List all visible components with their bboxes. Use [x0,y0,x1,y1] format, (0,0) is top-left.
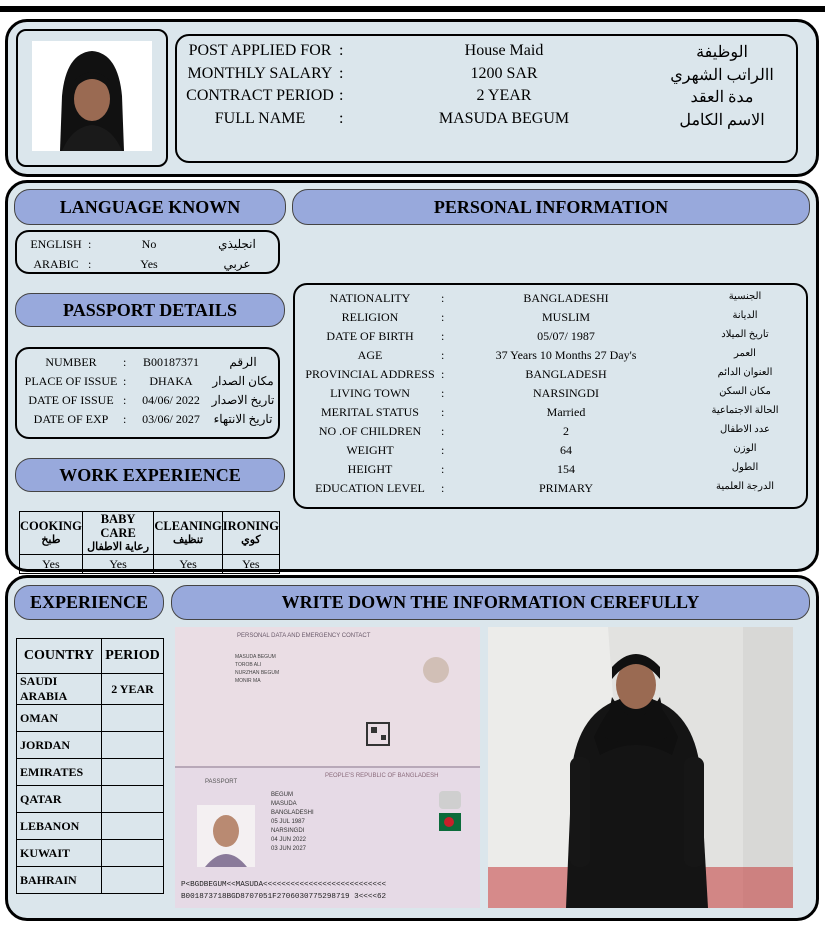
experience-row [17,732,164,759]
personal-value-7: 2 [563,424,569,438]
personal-label-5: LIVING TOWN [330,386,410,400]
experience-table [16,638,164,894]
language-arabic-1: عربي [223,257,251,271]
scan-name-line-3: MONIR MA [235,678,261,684]
experience-country-0: SAUDI ARABIA [17,674,102,705]
experience-period-6 [102,840,164,867]
woman-full-photo-icon [488,627,793,908]
portrait-frame [16,29,168,167]
personal-value-2: 05/07/ 1987 [537,329,595,343]
personal-label-0: NATIONALITY [329,291,411,305]
personal-colon-7: : [441,424,445,438]
personal-label-8: WEIGHT [346,443,394,457]
personal-value-9: 154 [557,462,575,476]
personal-arabic-9: الطول [731,462,759,473]
personal-label-3: AGE [357,348,383,362]
work-head-en-3: IRONING [222,519,279,533]
personal-title: PERSONAL INFORMATION [292,189,810,225]
personal-arabic-4: العنوان الدائم [717,367,773,378]
header-arabic-3: الاسم الكامل [679,111,765,129]
personal-label-9: HEIGHT [347,462,393,476]
personal-arabic-2: تاريخ الميلاد [721,329,769,340]
passport-colon-1: : [123,374,127,388]
passport-colon-0: : [123,355,127,369]
personal-value-10: PRIMARY [538,481,594,495]
scan-lower-heading: PEOPLE'S REPUBLIC OF BANGLADESH [325,773,439,779]
experience-period-3 [102,759,164,786]
experience-country-1: OMAN [17,705,102,732]
personal-colon-0: : [441,291,445,305]
personal-colon-4: : [441,367,445,381]
passport-label-3: DATE OF EXP [33,412,109,426]
passport-arabic-0: الرقم [229,355,257,369]
work-table [19,511,280,574]
work-title: WORK EXPERIENCE [15,458,285,492]
header-value-0: House Maid [464,42,544,59]
header-label-3: FULL NAME [214,109,306,127]
passport-arabic-1: مكان الصدار [212,374,274,388]
personal-arabic-8: الوزن [733,443,757,454]
experience-country-2: JORDAN [17,732,102,759]
language-title: LANGUAGE KNOWN [14,189,286,225]
passport-value-3: 03/06/ 2027 [142,412,200,426]
personal-arabic-7: عدد الاطفال [720,424,770,435]
personal-label-7: NO .OF CHILDREN [318,424,422,438]
personal-colon-3: : [441,348,445,362]
experience-row [17,813,164,840]
passport-title: PASSPORT DETAILS [15,293,285,327]
scan-bio-line-5: 04 JUN 2022 [271,837,307,843]
work-head-ar-1: رعاية الاطفال [87,541,150,553]
scan-name-line-1: TOROB ALI [235,662,262,668]
personal-arabic-1: الديانة [732,310,758,321]
header-value-1: 1200 SAR [470,64,538,82]
personal-value-3: 37 Years 10 Months 27 Day's [495,348,637,362]
experience-country-3: EMIRATES [17,759,102,786]
language-label-0: ENGLISH [30,237,82,251]
scan-mrz-1: P<BGDBEGUM<<MASUDA<<<<<<<<<<<<<<<<<<<<<<<<<<< [181,881,387,889]
personal-label-6: MERITAL STATUS [321,405,419,419]
header-arabic-0: الوظيفة [696,44,748,61]
personal-colon-10: : [441,481,445,495]
experience-row [17,705,164,732]
experience-row [17,840,164,867]
personal-value-6: Married [546,405,586,419]
scan-bio-line-6: 03 JUN 2027 [271,846,307,852]
work-value-2: Yes [154,555,222,574]
personal-arabic-10: الدرجة العلمية [715,481,775,492]
passport-value-2: 04/06/ 2022 [142,393,200,407]
personal-value-1: MUSLIM [541,310,590,324]
passport-scan-icon [175,627,480,908]
experience-title: EXPERIENCE [14,585,164,620]
experience-period-1 [102,705,164,732]
work-head-en-1: BABY CARE [100,512,136,540]
experience-period-5 [102,813,164,840]
passport-colon-2: : [123,393,127,407]
personal-label-2: DATE OF BIRTH [326,329,414,343]
work-head-en-2: CLEANING [154,519,222,533]
passport-scan [175,627,480,908]
experience-country-5: LEBANON [17,813,102,840]
personal-arabic-6: الحالة الاجتماعية [711,405,779,416]
work-head-1 [82,512,154,555]
work-head-0 [20,512,83,555]
scan-bio-line-2: BANGLADESHI [271,810,314,816]
experience-country-4: QATAR [17,786,102,813]
work-value-3: Yes [222,555,279,574]
personal-colon-1: : [441,310,445,324]
scan-name-line-2: NURZHAN BEGUM [235,670,280,676]
experience-country-7: BAHRAIN [17,867,102,894]
personal-arabic-5: مكان السكن [719,386,771,397]
work-head-ar-3: كوي [241,534,261,546]
personal-label-4: PROVINCIAL ADDRESS [305,367,435,381]
header-arabic-1: االراتب الشهري [670,66,774,84]
header-colon-1: : [339,64,344,82]
work-head-ar-2: تنظيف [172,534,204,546]
personal-arabic-3: العمر [734,348,756,359]
work-value-0: Yes [20,555,83,574]
personal-colon-5: : [441,386,445,400]
language-colon-1: : [88,257,92,271]
experience-row [17,786,164,813]
personal-label-1: RELIGION [341,310,399,324]
scan-bio-line-0: BEGUM [271,792,294,798]
work-value-1: Yes [82,555,154,574]
language-value-1: Yes [140,257,158,271]
scan-bio-line-1: MASUDA [271,801,297,807]
scan-bio-line-4: NARSINGDI [271,828,305,834]
passport-value-0: B00187371 [142,355,199,369]
personal-arabic-0: الجنسية [728,291,762,302]
passport-arabic-3: تاريخ الانتهاء [213,412,273,426]
period-header: PERIOD [102,639,164,674]
header-value-3: MASUDA BEGUM [438,109,570,127]
work-head-3 [222,512,279,555]
scan-upper-heading: PERSONAL DATA AND EMERGENCY CONTACT [237,633,371,639]
personal-colon-6: : [441,405,445,419]
language-label-1: ARABIC [33,257,79,271]
header-colon-2: : [339,87,344,104]
work-head-ar-0: طبخ [41,534,61,546]
experience-period-2 [102,732,164,759]
language-value-0: No [141,237,157,251]
scan-name-line-0: MASUDA BEGUM [235,654,276,660]
scan-mrz-2: B001873718BGD8707051F2706030775298719 3<<<<62 [181,893,387,901]
header-arabic-2: مدة العقد [690,89,754,106]
top-rule [0,6,825,12]
personal-colon-2: : [441,329,445,343]
header-colon-3: : [339,109,344,127]
experience-row [17,759,164,786]
passport-colon-3: : [123,412,127,426]
passport-label-2: DATE OF ISSUE [28,393,114,407]
write-down-title: WRITE DOWN THE INFORMATION CEREFULLY [171,585,810,620]
language-arabic-0: انجليذي [218,237,256,251]
personal-colon-8: : [441,443,445,457]
passport-arabic-2: تاريخ الاصدار [211,393,275,407]
passport-value-1: DHAKA [149,374,193,388]
header-label-2: CONTRACT PERIOD [186,87,334,104]
personal-label-10: EDUCATION LEVEL [315,481,425,495]
work-head-2 [154,512,222,555]
woman-portrait-icon [32,41,152,151]
experience-row [17,867,164,894]
experience-country-6: KUWAIT [17,840,102,867]
experience-period-0: 2 YEAR [102,674,164,705]
country-header: COUNTRY [17,639,102,674]
work-head-en-0: COOKING [20,519,82,533]
experience-period-7 [102,867,164,894]
full-photo [488,627,793,908]
scan-bio-line-3: 05 JUL 1987 [271,819,305,825]
personal-value-8: 64 [560,443,572,457]
personal-value-0: BANGLADESHI [523,291,609,305]
experience-period-4 [102,786,164,813]
header-label-0: POST APPLIED FOR [188,42,332,59]
passport-label-1: PLACE OF ISSUE [24,374,118,388]
personal-value-5: NARSINGDI [533,386,599,400]
language-colon-0: : [88,237,92,251]
header-label-1: MONTHLY SALARY [187,64,333,82]
personal-value-4: BANGLADESH [525,367,607,381]
header-colon-0: : [339,42,344,59]
scan-passport-word: PASSPORT [205,779,238,785]
passport-label-0: NUMBER [45,355,97,369]
personal-colon-9: : [441,462,445,476]
header-value-2: 2 YEAR [476,87,532,104]
experience-row [17,674,164,705]
